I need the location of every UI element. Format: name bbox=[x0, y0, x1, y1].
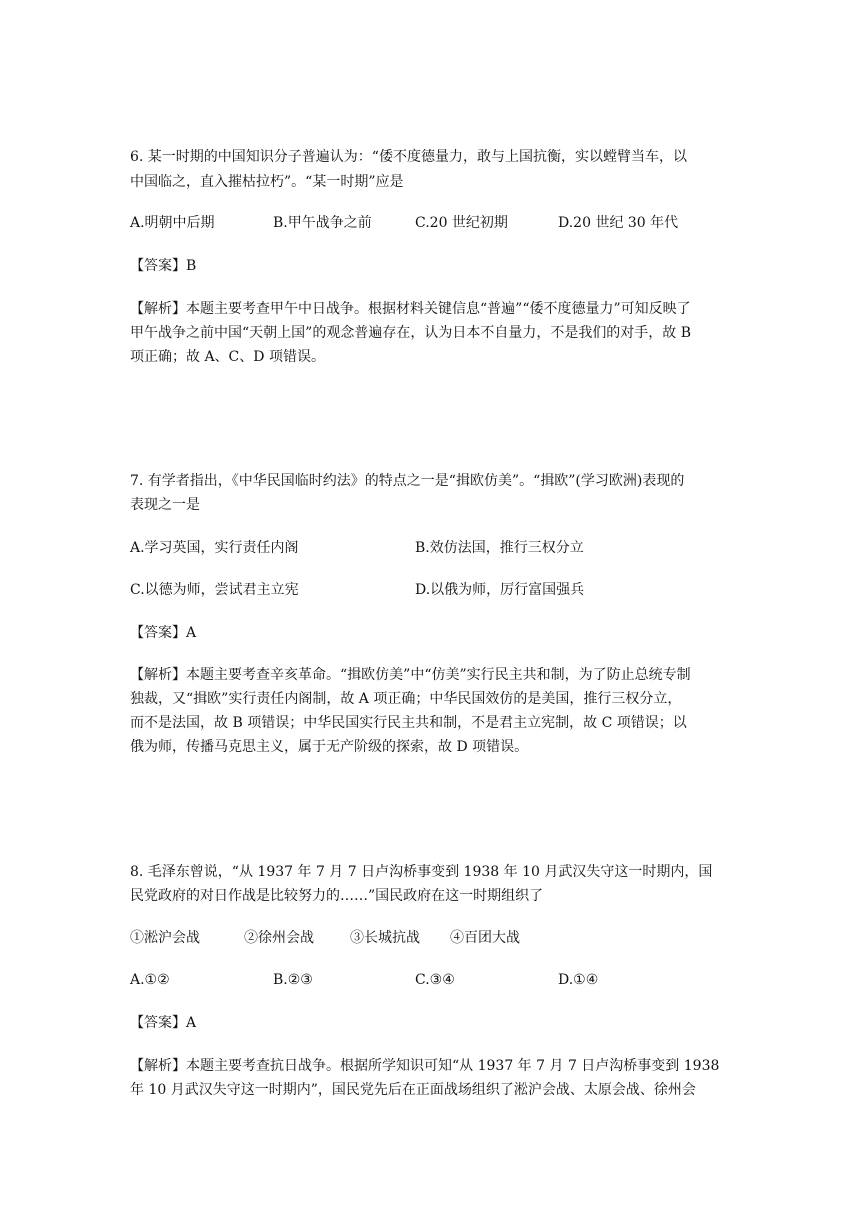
q6-analysis-line-3: 项正确；故 A、C、D 项错误。 bbox=[130, 349, 325, 365]
q7-analysis-line-1: 【解析】本题主要考查辛亥革命。“揖欧仿美”中“仿美”实行民主共和制，为了防止总统专制 bbox=[130, 667, 691, 683]
q8-item-3: ③长城抗战 bbox=[350, 930, 420, 946]
q6-option-a: A.明朝中后期 bbox=[130, 215, 215, 231]
q7-analysis-line-3: 而不是法国，故 B 项错误；中华民国实行民主共和制，不是君主立宪制，故 C 项错误；以 bbox=[130, 715, 687, 731]
q7-analysis-line-2: 独裁，又“揖欧”实行责任内阁制，故 A 项正确；中华民国效仿的是美国，推行三权分立， bbox=[130, 691, 682, 707]
q7-option-c: C.以德为师，尝试君主立宪 bbox=[130, 582, 299, 598]
q8-item-1: ①淞沪会战 bbox=[130, 930, 200, 946]
q8-item-2: ②徐州会战 bbox=[244, 930, 314, 946]
q7-option-a: A.学习英国，实行责任内阁 bbox=[130, 540, 299, 556]
q6-stem-line-1: 6. 某一时期的中国知识分子普遍认为：“倭不度德量力，敢与上国抗衡，实以螳臂当车，以 bbox=[130, 149, 687, 165]
q7-option-d: D.以俄为师，厉行富国强兵 bbox=[415, 582, 585, 598]
q6-analysis-line-2: 甲午战争之前中国“天朝上国”的观念普遍存在，认为日本不自量力，不是我们的对手，故 B bbox=[130, 325, 692, 341]
q6-option-c: C.20 世纪初期 bbox=[415, 215, 508, 231]
q8-answer: 【答案】A bbox=[130, 1015, 197, 1031]
q7-option-b: B.效仿法国，推行三权分立 bbox=[415, 540, 584, 556]
q7-answer: 【答案】A bbox=[130, 625, 197, 641]
q7-stem-line-1: 7. 有学者指出，《中华民国临时约法》的特点之一是“揖欧仿美”。“揖欧”(学习欧洲)表现的 bbox=[130, 473, 685, 489]
q8-stem-line-1: 8. 毛泽东曾说，“从 1937 年 7 月 7 日卢沟桥事变到 1938 年 10 月武汉失守这一时期内，国 bbox=[130, 864, 713, 880]
q8-analysis-line-1: 【解析】本题主要考查抗日战争。根据所学知识可知“从 1937 年 7 月 7 日卢沟桥事变到 1938 bbox=[130, 1058, 720, 1074]
q6-option-d: D.20 世纪 30 年代 bbox=[558, 215, 679, 231]
q8-option-c: C.③④ bbox=[415, 972, 455, 988]
q8-analysis-line-2: 年 10 月武汉失守这一时期内”，国民党先后在正面战场组织了淞沪会战、太原会战、徐州会 bbox=[130, 1082, 696, 1098]
q8-option-d: D.①④ bbox=[558, 972, 599, 988]
q8-option-a: A.①② bbox=[130, 972, 170, 988]
q7-stem-line-2: 表现之一是 bbox=[130, 497, 200, 513]
q6-answer: 【答案】B bbox=[130, 258, 197, 274]
q6-stem-line-2: 中国临之，直入摧枯拉朽”。“某一时期”应是 bbox=[130, 174, 404, 190]
q8-item-4: ④百团大战 bbox=[450, 930, 520, 946]
q6-analysis-line-1: 【解析】本题主要考查甲午中日战争。根据材料关键信息“普遍”“倭不度德量力”可知反映了 bbox=[130, 301, 691, 317]
q8-option-b: B.②③ bbox=[273, 972, 313, 988]
q8-stem-line-2: 民党政府的对日作战是比较努力的……”国民政府在这一时期组织了 bbox=[130, 888, 544, 904]
q6-option-b: B.甲午战争之前 bbox=[273, 215, 372, 231]
q7-analysis-line-4: 俄为师，传播马克思主义，属于无产阶级的探索，故 D 项错误。 bbox=[130, 739, 529, 755]
